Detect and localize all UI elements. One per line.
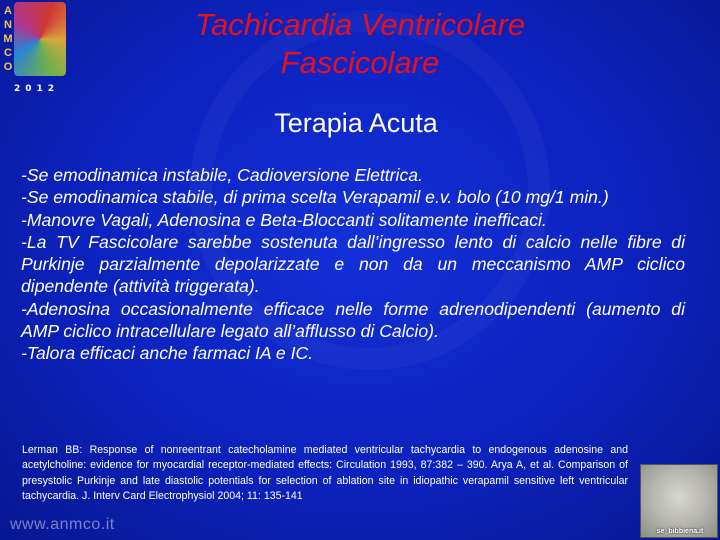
body-text xyxy=(21,164,685,365)
body-paragraph: -La TV Fascicolare sarebbe sostenuta dall’ingresso lento di calcio nelle fibre di Purkinje parzialmente depolarizzate e non da un meccanismo AMP ciclico dipendente (attività triggerata). xyxy=(21,231,685,297)
body-paragraph: -Se emodinamica stabile, di prima scelta Verapamil e.v. bolo (10 mg/1 min.) xyxy=(21,187,609,208)
bibliography-reference: Lerman BB: Response of nonreentrant catecholamine mediated ventricular tachycardia to endogenous adenosine and acetylcholine: evidence for myocardial receptor-mediated effects: Circulation 1993, 87:382 – 390. Arya A, et al. Comparison of presystolic Purkinje and late diastolic potentials for selection of ablation site in idiopathic verapamil sensitive left ventricular tachycardia. J. Interv Card Electrophysiol 2004; 11: 135-141 xyxy=(22,444,628,503)
slide-title xyxy=(0,6,720,82)
footer-url: www.anmco.it xyxy=(10,516,115,533)
body-paragraph: -Adenosina occasionalmente efficace nelle forme adrenodipendenti (aumento di AMP ciclico intracellulare legato all’afflusso di Calcio). xyxy=(21,298,685,342)
body-paragraph: -Manovre Vagali, Adenosina e Beta-Bloccanti solitamente inefficaci. xyxy=(21,209,547,230)
logo-letter: N xyxy=(4,19,12,31)
corner-image xyxy=(640,464,718,538)
body-paragraph: -Se emodinamica instabile, Cadioversione Elettrica. xyxy=(21,165,423,185)
logo-letter: M xyxy=(3,33,13,45)
logo-letter: O xyxy=(3,61,13,73)
slide-title-line-1: Tachicardia Ventricolare xyxy=(194,7,526,42)
logo-letter: C xyxy=(4,47,12,59)
body-paragraph: -Talora efficaci anche farmaci IA e IC. xyxy=(21,343,314,364)
logo-year: 2012 xyxy=(14,84,60,94)
logo-letter: A xyxy=(4,5,12,17)
slide-subtitle: Terapia Acuta xyxy=(274,108,438,138)
corner-image-caption: se_bibbiena.it xyxy=(656,528,704,535)
slide-title-line-2: Fascicolare xyxy=(280,45,440,80)
